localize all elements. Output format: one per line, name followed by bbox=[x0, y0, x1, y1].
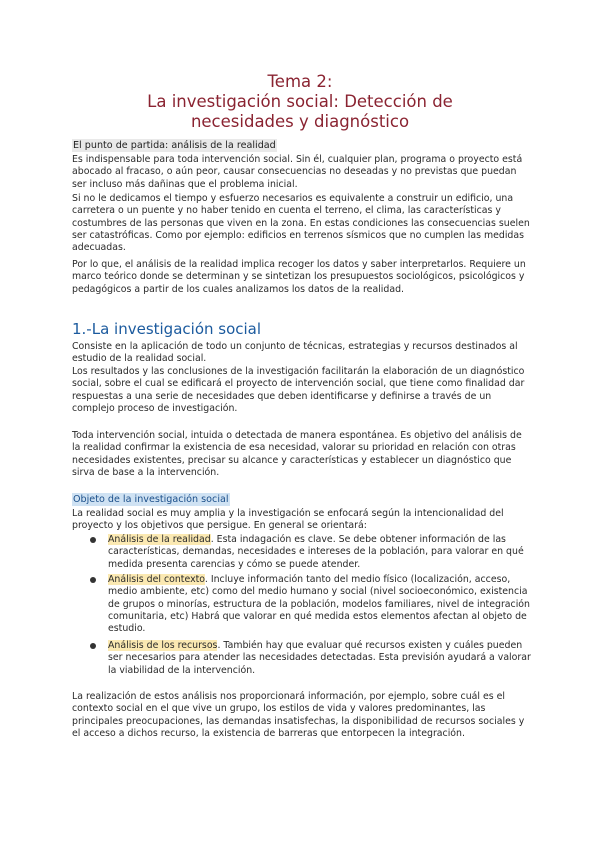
section-paragraph-2: Los resultados y las conclusiones de la investigación facilitarán la elaboración de un diagnóstico social, sobre el cual se edificará el proyecto de intervención social, que tiene como finalidad dar respuestas a una serie de necesidades que deben identificarse y definirse a través de un complejo proceso de investigación. bbox=[72, 366, 525, 414]
list-item-reality bbox=[108, 534, 534, 571]
list-item-label: Análisis de la realidad bbox=[108, 534, 211, 545]
intro-paragraph-2: Si no le dedicamos el tiempo y esfuerzo necesarios es equivalente a construir un edificio, una carretera o un puente y no haber tenido en cuenta el terreno, el clima, las características y costumbres de las personas que viven en la zona. En estas condiciones las consecuencias suelen ser catastróficas. Como por ejemplo: edificios en terrenos sísmicos que no cumplen las medidas adecuadas. bbox=[72, 193, 530, 254]
bullet-icon bbox=[90, 643, 96, 649]
list-item-text: . También hay que evaluar qué recursos existen y cuáles pueden ser necesarios para atender las necesidades detectadas. Esta previsión ayudará a valorar la viabilidad de la intervención. bbox=[108, 640, 531, 676]
list-item-label: Análisis del contexto bbox=[108, 574, 205, 585]
list-item-text: . Esta indagación es clave. Se debe obtener información de las características, demandas, necesidades e intereses de la población, para valorar en qué medida presenta carencias y cómo se puede atender. bbox=[108, 534, 524, 570]
list-item-context bbox=[108, 574, 534, 635]
bullet-icon bbox=[90, 537, 96, 543]
section-paragraph-1: Consiste en la aplicación de todo un conjunto de técnicas, estrategias y recursos destinados al estudio de la realidad social. bbox=[72, 341, 518, 365]
title-line-2: La investigación social: Detección de bbox=[147, 92, 453, 111]
list-item-resources bbox=[108, 640, 534, 677]
intro-paragraph-1: Es indispensable para toda intervención social. Sin él, cualquier plan, programa o proyecto está abocado al fracaso, o aún peor, causar consecuencias no deseadas y no previstas que puedan ser incluso más dañinas que el problema inicial. bbox=[72, 154, 523, 190]
list-item-text: . Incluye información tanto del medio físico (localización, acceso, medio ambiente, etc) como del medio humano y social (nivel socioeconómico, existencia de grupos o minorías, estructura de la población, modelos familiares, nivel de integración comunitaria, etc) Habrá que valorar en qué medida estos elementos afectan al objeto de estudio. bbox=[108, 574, 530, 635]
intro-heading: El punto de partida: análisis de la realidad bbox=[73, 140, 276, 151]
title-line-1: Tema 2: bbox=[267, 72, 333, 91]
section-title: 1.-La investigación social bbox=[72, 320, 262, 338]
list-item-label: Análisis de los recursos bbox=[108, 640, 218, 651]
intro-paragraph-3: Por lo que, el análisis de la realidad implica recoger los datos y saber interpretarlos. Requiere un marco teórico donde se determinan y se sintetizan los presupuestos sociológicos, psicológicos y pedagógicos a partir de los cuales analizamos los datos de la realidad. bbox=[72, 259, 526, 295]
objective-intro: La realidad social es muy amplia y la investigación se enfocará según la intencionalidad del proyecto y los objetivos que persigue. En general se orientará: bbox=[72, 508, 504, 532]
bullet-icon bbox=[90, 577, 96, 583]
closing-paragraph: La realización de estos análisis nos proporcionará información, por ejemplo, sobre cuál es el contexto social en el que vive un grupo, los estilos de vida y valores predominantes, las principales preocupaciones, las demandas insatisfechas, la disponibilidad de recursos sociales y el acceso a dichos recurso, la existencia de barreras que entorpecen la integración. bbox=[72, 691, 525, 739]
title-line-3: necesidades y diagnóstico bbox=[190, 112, 410, 131]
objective-heading: Objeto de la investigación social bbox=[73, 494, 229, 505]
section-paragraph-3: Toda intervención social, intuida o detectada de manera espontánea. Es objetivo del análisis de la realidad confirmar la existencia de esa necesidad, valorar su prioridad en relación con otras necesidades existentes, precisar su alcance y características y establecer un diagnóstico que sirva de base a la intervención. bbox=[72, 430, 522, 478]
